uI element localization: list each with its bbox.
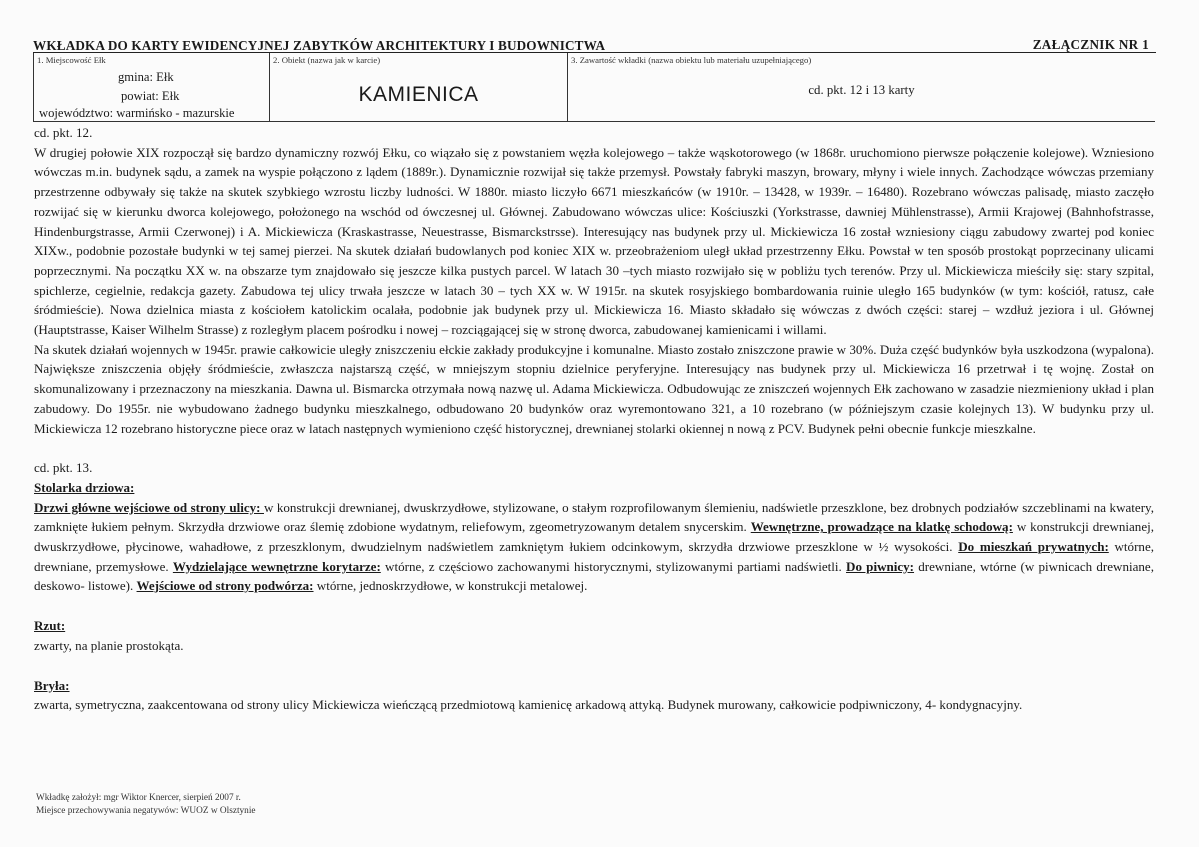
section-12-heading: cd. pkt. 12.: [34, 125, 93, 140]
podworza-text: wtórne, jednoskrzydłowe, w konstrukcji metalowej.: [313, 578, 588, 594]
stolarka-paragraph: [34, 498, 1154, 597]
object-label: 2. Obiekt (nazwa jak w karcie): [273, 55, 381, 65]
gmina-value: gmina: Ełk: [118, 70, 174, 84]
document-footer: [36, 792, 256, 819]
mieszkan-label: Do mieszkań prywatnych:: [958, 539, 1109, 555]
content-cell: [568, 53, 1155, 121]
rzut-heading: Rzut:: [34, 618, 66, 634]
stolarka-heading: Stolarka drziowa:: [34, 479, 135, 495]
location-label: 1. Miejscowość Ełk: [37, 55, 106, 65]
bryla-heading: Bryła:: [34, 677, 70, 693]
korytarze-label: Wydzielające wewnętrzne korytarze:: [172, 558, 381, 574]
location-cell: [34, 53, 270, 121]
podworza-label: Wejściowe od strony podwórza:: [136, 578, 314, 594]
section-12-paragraph-2: Na skutek działań wojennych w 1945r. prawie całkowicie uległy zniszczeniu ełckie zakłady produkcyjne i komunalne. Miasto zostało zniszczone prawie w 30%. Duża część budynków była uszkodzona (wypalona). Największe zniszczenia objęły śródmieście, zwłaszcza najstarszą część, w mniejszym stopniu dzielnice peryferyjne. Interesujący nas budynek przy ul. Mickiewicza 16 przetrwał i tę wojnę. Został on skomunalizowany i przeznaczony na mieszkania. Dawna ul. Bismarcka otrzymała nową nazwę ul. Adama Mickiewicza. Odbudowując ze zniszczeń wojennych Ełk zachowano w zasadzie niezmieniony układ i plan zabudowy. Do 1955r. nie wybudowano żadnego budynku mieszkalnego, odbudowano 20 budynków oraz wyremontowano 321, a 10 rozebrano (w późniejszym czasie kolejnych 13). W budynku przy ul. Mickiewicza 12 rozebrano historyczne piece oraz w latach następnych wymieniono część historycznej, drewnianej stolarki okiennej n nową z PCV. Budynek pełni obecnie funkcje mieszkalne.: [34, 341, 1154, 436]
section-12-paragraph-1: W drugiej połowie XIX rozpoczął się bardzo dynamiczny rozwój Ełku, co wiązało się z powstaniem węzła kolejowego – także wąskotorowego (w 1868r. uruchomiono pierwsze połączenie kolejowe). Wzniesiono wówczas m.in. budynek sądu, a zamek na wyspie połączono z lądem (1889r.). Dynamicznie rozwijał się także przemysł. Powstały fabryki maszyn, browary, młyny i wiele innych. Zachodzące wówczas przemiany przestrzenne odbywały się także na skutek szybkiego wzrostu liczby ludności. W 1880r. miasto liczyło 6671 mieszkańców (w 1910r. – 13428, w 1939r. – 16480). Rozebrano wówczas palisadę, miasto zaczęło rozwijać się w kierunku dworca kolejowego, położonego na wschód od ówczesnej ul. Głównej. Zabudowano wówczas ulice: Kościuszki (Yorkstrasse, dawniej Mühlenstrasse), Armii Krajowej (Bahnhofstrasse, Hindenburgstrasse, Armii Czerwonej) i A. Mickiewicza (Kraskastrasse, Neuestrasse, Bismarckstrsse). Interesujący nas budynek przy ul. Mickiewicza 16 został wzniesiony ciągu zabudowy zwartej pod koniec XIXw., podobnie pozostałe budynki w tej samej pierzei. Na skutek działań budowlanych pod koniec XIX w. przeobrażeniom uległ układ przestrzenny Ełku. Powstał w ten sposób prostokąt poprzecinany ulicami poprzecznymi. Na początku XX w. na obszarze tym znajdowało się jeszcze kilka pustych parcel. W latach 30 –tych miasto rozwijało się w pobliżu tych terenów. Przy ul. Mickiewicza mieściły się: stary szpital, spichlerze, cegielnie, redakcja gazety. Zabudowa tej ulicy trwała jeszcze w latach 30 – tych XX w. W 1915r. na skutek rosyjskiego bombardowania ruinie uległo 165 budynków (w tym: kościół, ratusz, całe śródmieście). Nowa dzielnica miasta z kościołem katolickim ocalała, podobnie jak budynek przy ul. Mickiewicza 16. Miasto składało się wówczas z dwóch części: starej – wzdłuż jeziora i ul. Głównej (Hauptstrasse, Kaiser Wilhelm Strasse) z rozległym placem pośrodku i nowej – rozciągającej się w stronę dworca, zabudowanej kamienicami i willami.: [34, 144, 1154, 338]
bryla-text: zwarta, symetryczna, zaakcentowana od strony ulicy Mickiewicza wieńczącą przedmiotową kamienicę arkadową attyką. Budynek murowany, całkowicie podpiwniczony, 4- kondygnacyjny.: [34, 697, 1023, 713]
content-reference: cd. pkt. 12 i 13 karty: [808, 83, 915, 97]
powiat-value: powiat: Ełk: [121, 89, 180, 103]
author-note: Wkładkę założył: mgr Wiktor Knercer, sierpień 2007 r.: [36, 793, 241, 803]
drzwi-glowne-text: w konstrukcji drewnianej, dwuskrzydłowe, stylizowane, o stałym rozprofilowanym ślemieniu, nadświetle przeszklone, bez drobnych podziałów szczeblinami na kwatery, zamknięte łukiem pełnym. Skrzydła drzwiowe oraz ślemię zdobione wydatnym, reliefowym, zgeometryzowanym detalem snycerskim.: [34, 499, 1154, 535]
info-table: [33, 52, 1155, 122]
mieszkan-text: wtórne, drewniane, przemysłowe.: [34, 539, 1154, 574]
wewnetrzne-label: Wewnętrzne, prowadzące na klatkę schodową:: [750, 519, 1013, 535]
storage-note: Miejsce przechowywania negatywów: WUOZ w Olsztynie: [36, 806, 256, 817]
rzut-text: zwarty, na planie prostokąta.: [34, 637, 184, 653]
wojewodztwo-value: województwo: warmińsko - mazurskie: [39, 106, 235, 120]
annex-label: ZAŁĄCZNIK NR 1: [1032, 37, 1149, 52]
content-label: 3. Zawartość wkładki (nazwa obiektu lub materiału uzupełniającego): [571, 55, 812, 65]
wewnetrzne-text: w konstrukcji drewnianej, dwuskrzydłowe, płycinowe, wahadłowe, z przeszklonym, dwudzielnym nadświetlem zamkniętym łukiem odcinkowym, skrzydła drzwiowe przeszklone w ½ wysokości.: [34, 519, 1154, 555]
object-name: KAMIENICA: [358, 83, 479, 106]
korytarze-text: wtórne, z częściowo zachowanymi historycznymi, stylizowanymi partiami nadświetli.: [380, 558, 847, 574]
document-body: [34, 123, 1154, 715]
object-cell: [270, 53, 568, 121]
piwnicy-text: drewniane, wtórne (w piwnicach drewniane, deskowo- listowe).: [34, 558, 1154, 594]
drzwi-glowne-label: Drzwi główne wejściowe od strony ulicy:: [34, 499, 264, 515]
document-title: WKŁADKA DO KARTY EWIDENCYJNEJ ZABYTKÓW ARCHITEKTURY I BUDOWNICTWA: [33, 38, 606, 53]
section-13-heading: cd. pkt. 13.: [34, 460, 93, 476]
piwnicy-label: Do piwnicy:: [846, 558, 915, 574]
